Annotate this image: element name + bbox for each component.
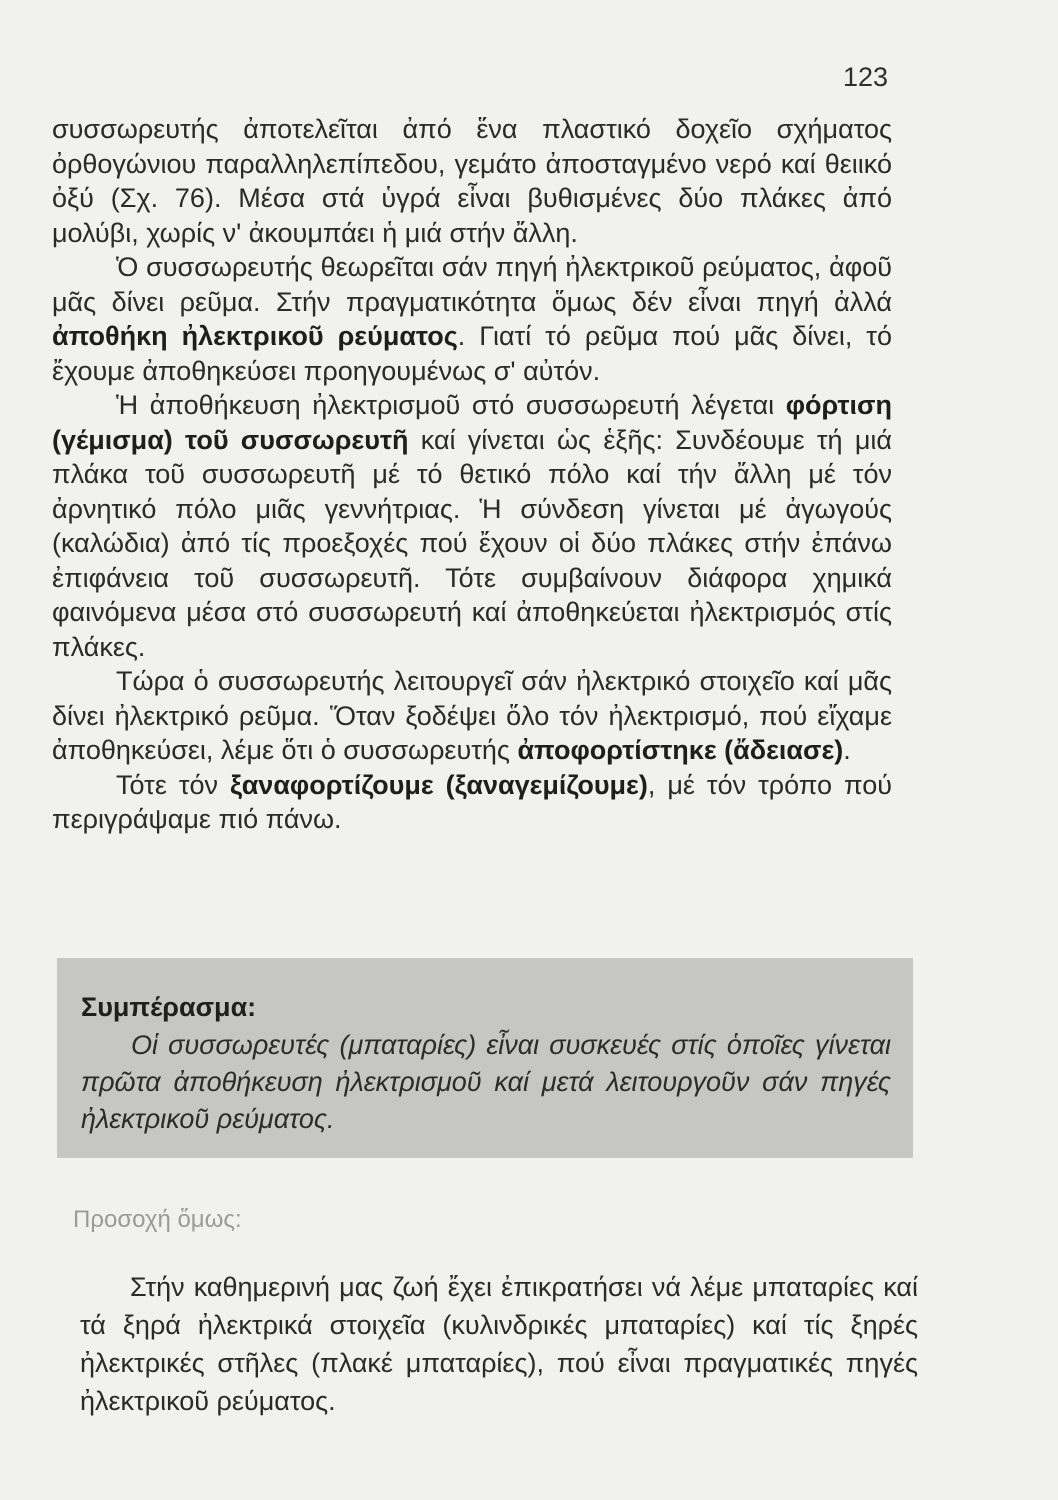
paragraph-2 [52, 250, 892, 388]
paragraph-5 [52, 768, 892, 837]
paragraph-text: . [843, 735, 851, 765]
attention-paragraph: Στήν καθημερινή μας ζωή ἔχει ἐπικρατήσει νά λέμε μπαταρίες καί τά ξηρά ἠλεκτρικά στοιχεῖα (κυλινδρικές μπαταρίες) καί τίς ξηρές ἠλεκτρικές στῆλες (πλακέ μπαταρίες), πού εἶναι πραγματικές πηγές ἠλεκτρικοῦ ρεύματος. [80, 1272, 918, 1416]
page-number: 123 [842, 62, 888, 92]
paragraph-text: , μέ τόν τρόπο πού περιγράψαμε πιό πάνω. [52, 769, 893, 834]
bold-term: ἀποθήκη ἠλεκτρικοῦ ρεύματος [52, 321, 458, 351]
conclusion-text: Οἱ συσσωρευτές (μπαταρίες) εἶναι συσκευές στίς ὁποῖες γίνεται πρῶτα ἀποθήκευση ἠλεκτρισμοῦ καί μετά λειτουργοῦν σάν πηγές ἠλεκτρικοῦ ρεύματος. [81, 1030, 891, 1134]
paragraph-text: καί γίνεται ὡς ἑξῆς: Συνδέουμε τή μιά πλάκα τοῦ συσσωρευτῆ μέ τό θετικό πόλο καί τήν ἄλλη μέ τόν ἀρνητικό πόλο μιᾶς γεννήτριας. Ἡ σύνδεση γίνεται μέ ἀγωγούς (καλώδια) ἀπό τίς προεξοχές πού ἔχουν οἱ δύο πλάκες στήν ἐπάνω ἐπιφάνεια τοῦ συσσωρευτῆ. Τότε συμβαίνουν διάφορα χημικά φαινόμενα μέσα στό συσσωρευτή καί ἀποθηκεύεται ἠλεκτρισμός στίς πλάκες. [52, 424, 892, 662]
conclusion-box [57, 958, 913, 1158]
paragraph-text: Τότε τόν [116, 769, 231, 800]
paragraph-text: συσσωρευτής ἀποτελεῖται ἀπό ἕνα πλαστικό δοχεῖο σχήματος ὀρθογώνιου παραλληλεπίπεδου, γεμάτο ἀποσταγμένο νερό καί θειικό ὀξύ (Σχ. 76). Μέσα στά ὑγρά εἶναι βυθισμένες δύο πλάκες ἀπό μολύβι, χωρίς ν' ἀκουμπάει ἡ μιά στήν ἄλλη. [52, 114, 892, 248]
paragraph-text: Ἡ ἀποθήκευση ἠλεκτρισμοῦ στό συσσωρευτή λέγεται [116, 390, 786, 420]
attention-heading: Προσοχή ὅμως: [73, 1206, 242, 1233]
paragraph-text: Τώρα ὁ συσσωρευτής λειτουργεῖ σάν ἠλεκτρικό στοιχεῖο καί μᾶς δίνει ἠλεκτρικό ρεῦμα. Ὅταν ξοδέψει ὅλο τόν ἠλεκτρισμό, πού εἴχαμε ἀποθηκεύσει, λέμε ὅτι ὁ συσσωρευτής [52, 666, 892, 765]
body-text [52, 112, 892, 837]
bold-term: ξαναφορτίζουμε (ξαναγεμίζουμε) [230, 769, 648, 800]
bold-term: ἀποφορτίστηκε (ἄδειασε) [517, 735, 844, 765]
paragraph-1 [52, 112, 892, 250]
paragraph-text: Ὁ συσσωρευτής θεωρεῖται σάν πηγή ἠλεκτρικοῦ ρεύματος, ἀφοῦ μᾶς δίνει ρεῦμα. Στήν πραγματικότητα ὅμως δέν εἶναι πηγή ἀλλά [52, 252, 892, 317]
paragraph-3 [52, 388, 892, 664]
conclusion-title: Συμπέρασμα: [81, 992, 257, 1022]
bold-term: φόρτιση (γέμισμα) τοῦ συσσωρευτῆ [52, 390, 892, 455]
paragraph-4 [52, 664, 892, 768]
paragraph-text: . Γιατί τό ρεῦμα πού μᾶς δίνει, τό ἔχουμε ἀποθηκεύσει προηγουμένως σ' αὐτόν. [52, 321, 892, 386]
